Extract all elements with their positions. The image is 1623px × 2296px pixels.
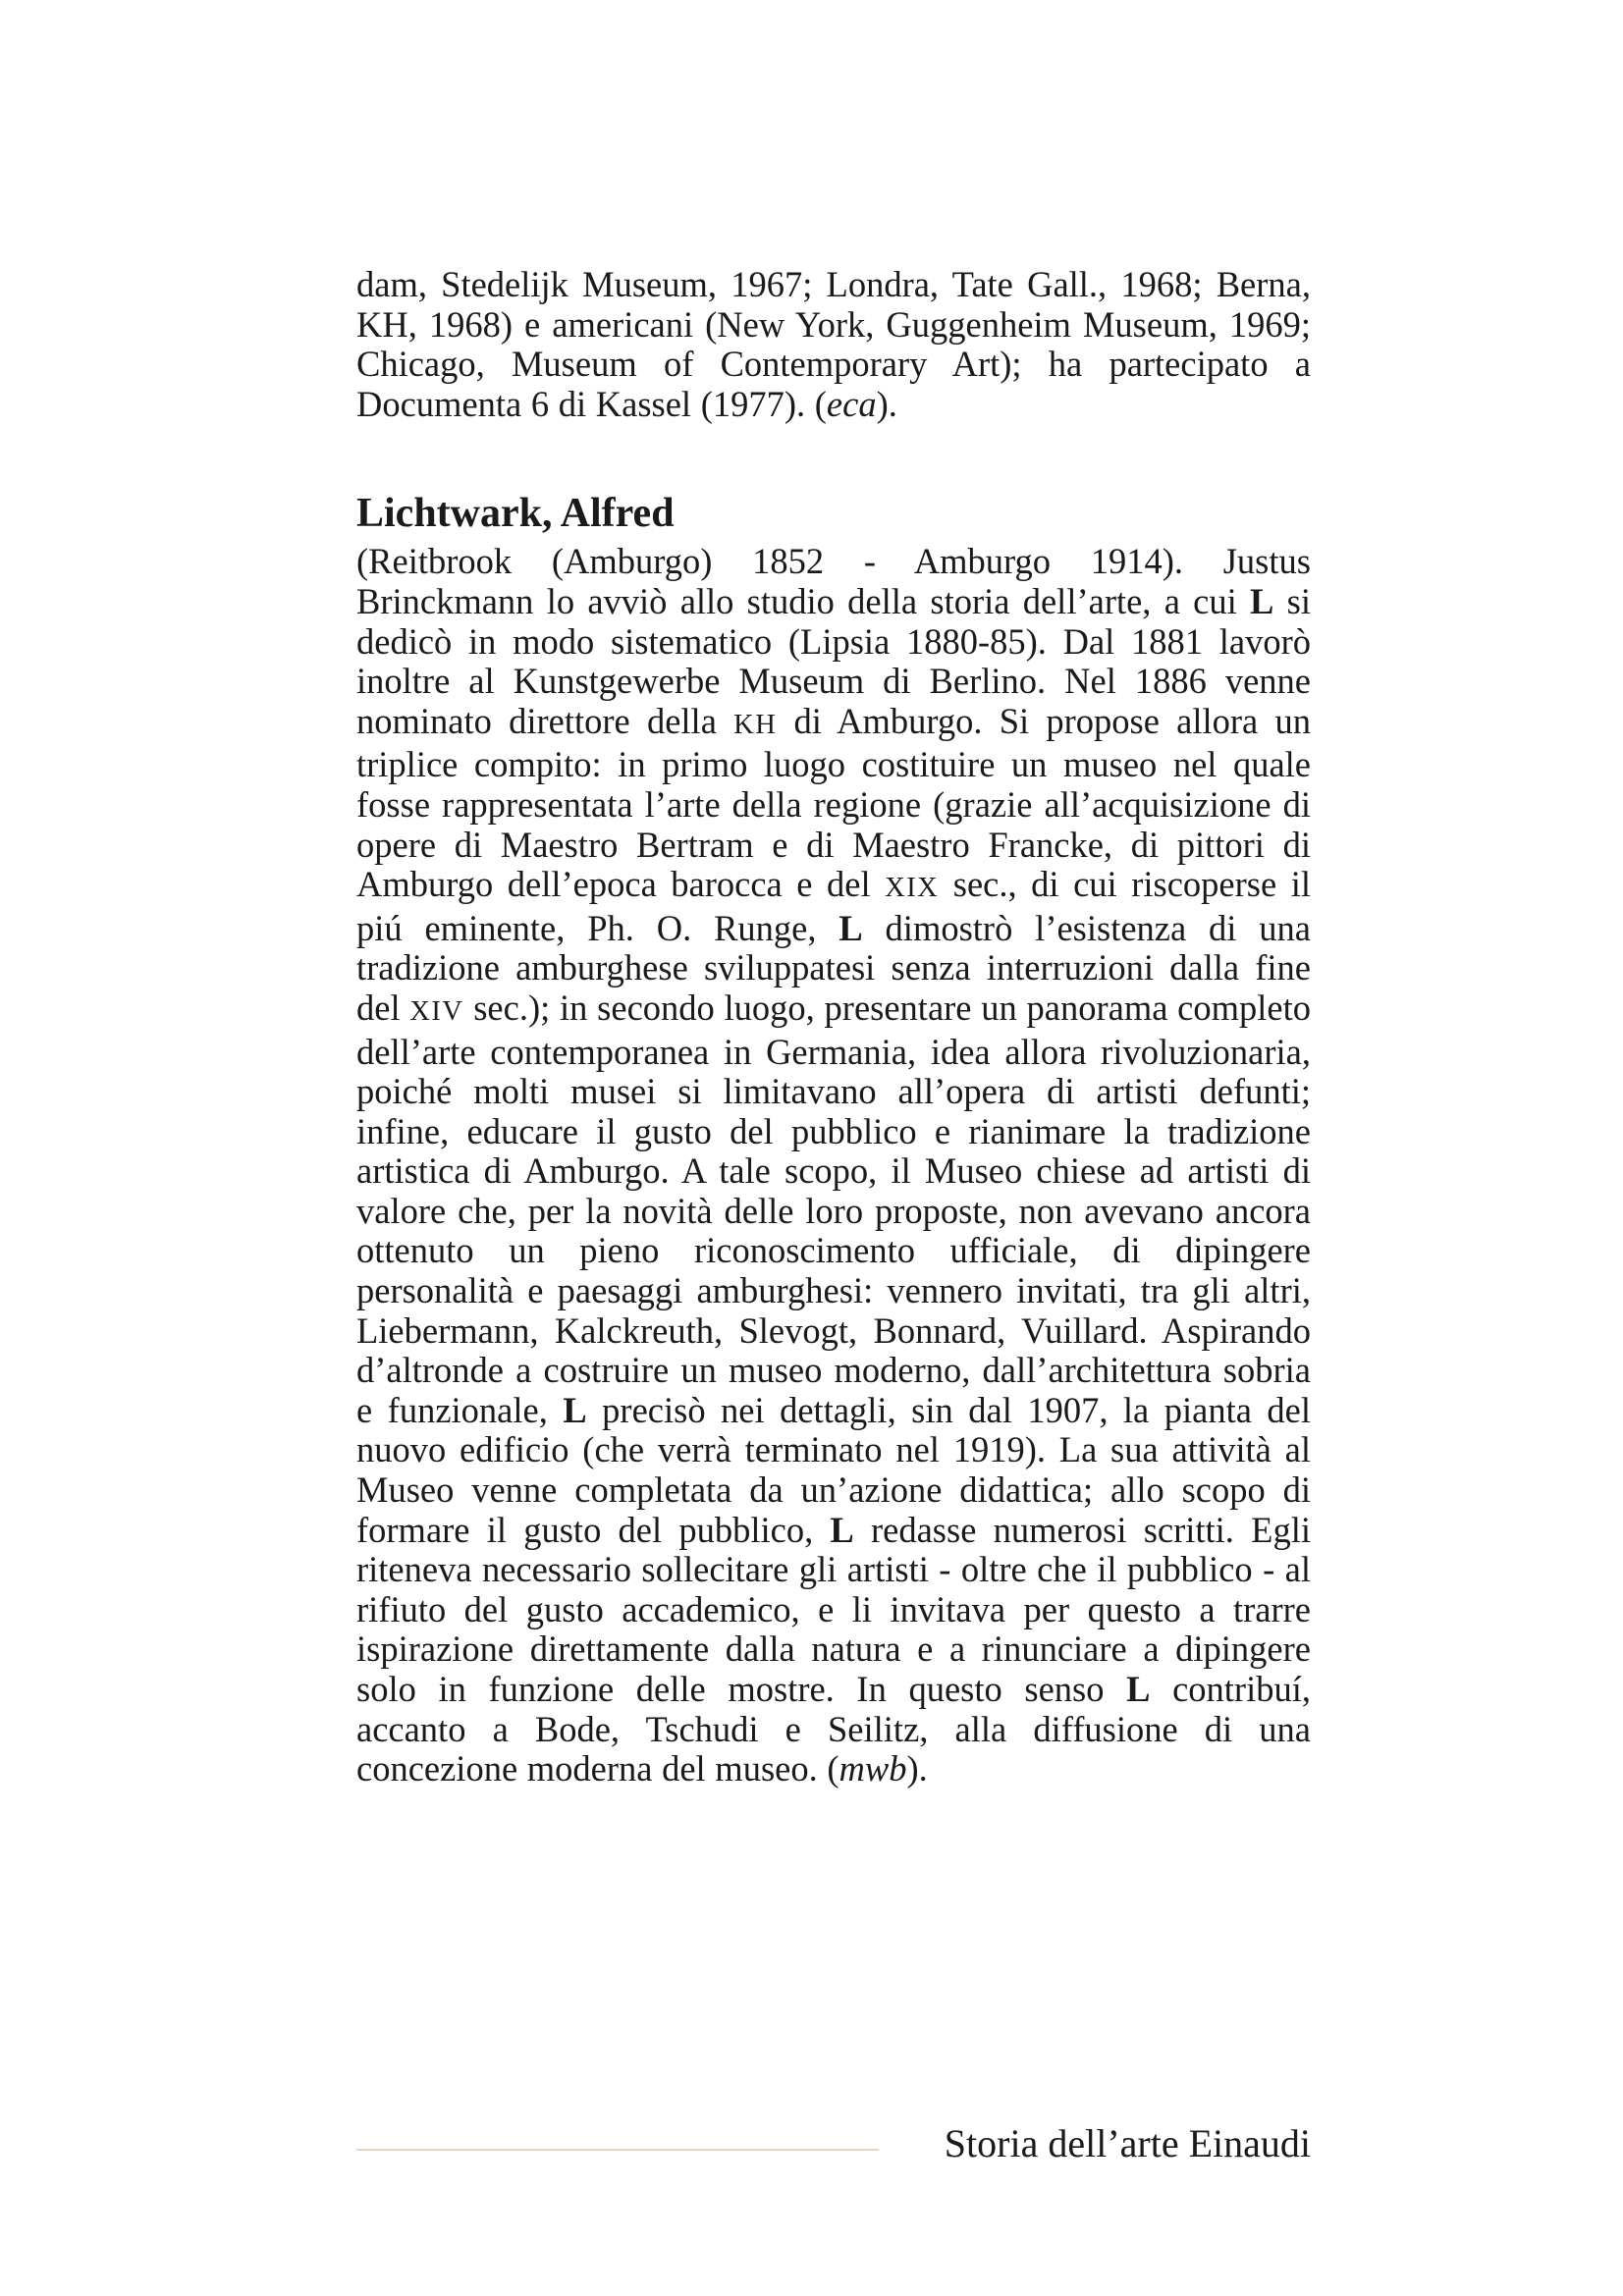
entry-text: contribuí, accanto a Bode, Tschudi e Seilitz, alla diffusione di una concezione moderna del museo. [356,1669,1311,1789]
small-caps-text: XIV [409,995,464,1027]
continuation-paragraph [356,265,1311,424]
entry-text: sec., di cui riscoperse il piú eminente, Ph. O. Runge, [356,864,1311,948]
continuation-text: dam, Stedelijk Museum, 1967; Londra, Tate Gall., 1968; Berna, KH, 1968) e americani (New York, Guggenheim Museum, 1969; Chicago, Museum of Contemporary Art); ha partecipato a Documenta 6 di Kassel (1977). [356,264,1311,424]
text-column [356,265,1311,1789]
entry-text: dimostrò l’esistenza di una tradizione amburghese sviluppatesi senza interruzioni dalla fine del [356,907,1311,1028]
entry-text: redasse numerosi scritti. Egli riteneva necessario sollecitare gli artisti - oltre che il pubblico - al rifiuto del gusto accademico, e li invitava per questo a trarre ispirazione direttamente dalla natura e a rinunciare a dipingere solo in funzione delle mostre. In questo senso [356,1509,1311,1709]
entry-body [356,542,1311,1789]
entry-text: di Amburgo. Si propose allora un triplice compito: in primo luogo costituire un museo nel quale fosse rappresentata l’arte della regione (grazie all’acquisizione di opere di Maestro Bertram e di Maestro Francke, di pittori di Amburgo dell’epoca barocca e del [356,700,1311,905]
entry-subject-abbrev: L [1126,1669,1151,1709]
entry-subject-abbrev: L [839,907,863,948]
entry-subject-abbrev: L [563,1389,587,1430]
entry-text: si dedicò in modo sistematico (Lipsia 1880-85). Dal 1881 lavorò inoltre al Kunstgewerbe Museum di Berlino. Nel 1886 venne nominato direttore della [356,580,1311,741]
entry-text: precisò nei dettagli, sin dal 1907, la pianta del nuovo edificio (che verrà terminato nel 1919). La sua attività al Museo venne completata da un’azione didattica; allo scopo di formare il gusto del pubblico, [356,1389,1311,1550]
entry-subject-abbrev: L [1250,580,1274,621]
small-caps-text: XIX [885,873,940,904]
entry-signature: (mwb). [827,1748,928,1789]
continuation-signature: (eca). [814,383,897,424]
entry-text: sec.); in secondo luogo, presentare un panorama completo dell’arte contemporanea in Germania, idea allora rivoluzionaria, poiché molti musei si limitavano all’opera di artisti defunti; infine, educare il gusto del pubblico e rianimare la tradizione artistica di Amburgo. A tale scopo, il Museo chiese ad artisti di valore che, per la novità delle loro proposte, non avevano ancora ottenuto un pieno riconoscimento ufficiale, di dipingere personalità e paesaggi amburghesi: vennero invitati, tra gli altri, Liebermann, Kalckreuth, Slevogt, Bonnard, Vuillard. Aspirando d’altronde a costruire un museo moderno, dall’architettura sobria e funzionale, [356,987,1312,1430]
small-caps-text: KH [733,709,778,740]
entry-text: (Reitbrook (Amburgo) 1852 - Amburgo 1914). Justus Brinckmann lo avviò allo studio della storia dell’arte, a cui [356,541,1311,621]
footer-rule [356,2149,879,2151]
footer-title: Storia dell’arte Einaudi [944,2121,1311,2165]
entry-subject-abbrev: L [830,1509,854,1550]
entry-title: Lichtwark, Alfred [356,491,675,537]
